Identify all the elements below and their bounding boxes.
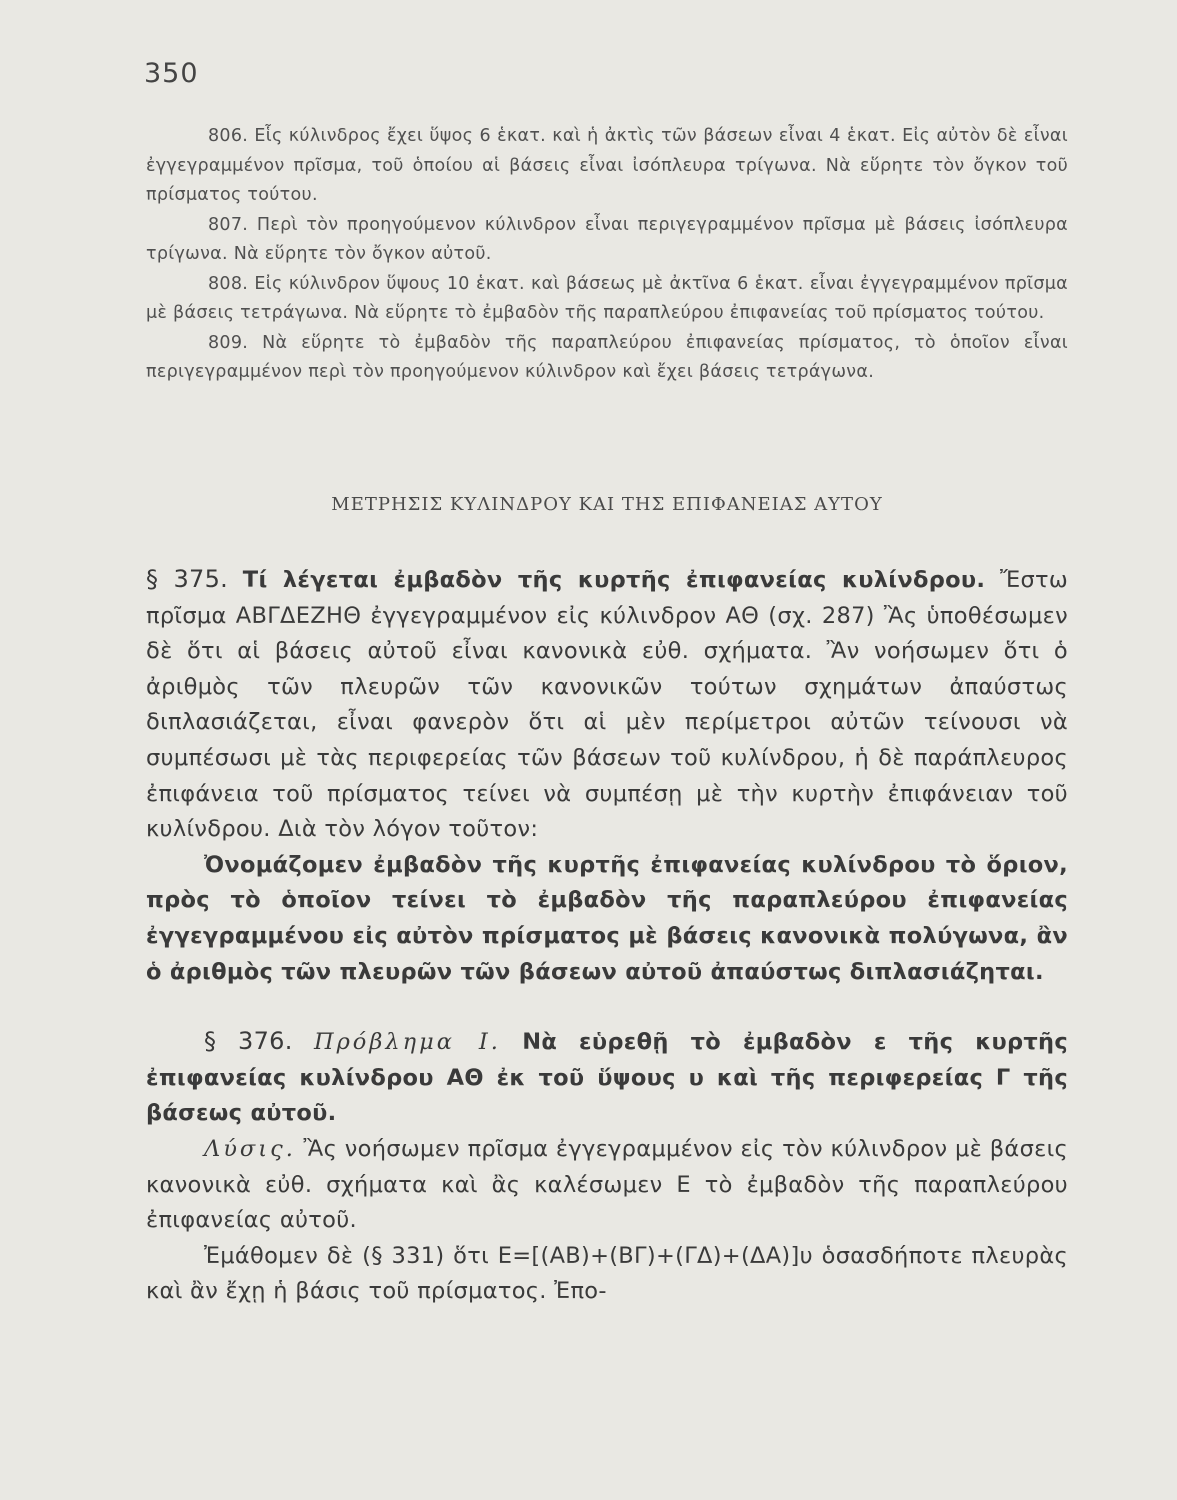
paragraph-376 <box>146 1024 1068 1132</box>
solution-label: Λύσις. <box>204 1135 296 1162</box>
section-376-mark: § 376. <box>204 1027 293 1056</box>
exercise-809: 809. Νὰ εὕρητε τὸ ἐμβαδὸν τῆς παραπλεύρου ἐπιφανείας πρίσματος, τὸ ὁποῖον εἶναι περιγεγραμμένον περὶ τὸν προηγούμενον κύλινδρον καὶ ἔχει βάσεις τετράγωνα. <box>146 332 1068 382</box>
exercise-806: 806. Εἷς κύλινδρος ἔχει ὕψος 6 ἑκατ. καὶ ἡ ἀκτὶς τῶν βάσεων εἶναι 4 ἑκατ. Εἰς αὐτὸν δὲ εἶναι ἐγγεγραμμένον πρῖσμα, τοῦ ὁποίου αἱ βάσεις εἶναι ἰσόπλευρα τρίγωνα. Νὰ εὕρητε τὸν ὄγκον τοῦ πρίσματος τούτου. <box>146 126 1068 205</box>
exercise-list <box>146 122 1068 388</box>
section-heading: ΜΕΤΡΗΣΙΣ ΚΥΛΙΝΔΡΟΥ ΚΑΙ ΤΗΣ ΕΠΙΦΑΝΕΙΑΣ ΑΥΤΟΥ <box>331 494 883 515</box>
problem-statement: Νὰ εὑρεθῇ τὸ ἐμβαδὸν ε τῆς κυρτῆς ἐπιφανείας κυλίνδρου ΑΘ ἐκ τοῦ ὕψους υ καὶ τῆς περιφερείας Γ τῆς βάσεως αὐτοῦ. <box>146 1029 1068 1127</box>
exercise-807: 807. Περὶ τὸν προηγούμενον κύλινδρον εἶναι περιγεγραμμένον πρῖσμα μὲ βάσεις ἰσόπλευρα τρίγωνα. Νὰ εὕρητε τὸν ὄγκον αὐτοῦ. <box>146 214 1068 264</box>
solution-paragraph <box>146 1132 1068 1239</box>
exercise-808: 808. Εἰς κύλινδρον ὕψους 10 ἑκατ. καὶ βάσεως μὲ ἀκτῖνα 6 ἑκατ. εἶναι ἐγγεγραμμένον πρῖσμα μὲ βάσεις τετράγωνα. Νὰ εὕρητε τὸ ἐμβαδὸν τῆς παραπλεύρου ἐπιφανείας τοῦ πρίσματος τούτου. <box>146 273 1068 323</box>
section-375-text: Ἔστω πρῖσμα ΑΒΓΔΕΖΗΘ ἐγγεγραμμένον εἰς κύλινδρον ΑΘ (σχ. 287) Ἂς ὑποθέσωμεν δὲ ὅτι αἱ βάσεις αὐτοῦ εἶναι κανονικὰ εὐθ. σχήματα. Ἂν νοήσωμεν ὅτι ὁ ἀριθμὸς τῶν πλευρῶν τῶν κανονικῶν τούτων σχημάτων ἀπαύστως διπλασιάζεται, εἶναι φανερὸν ὅτι αἱ μὲν περίμετροι αὐτῶν τείνουσι νὰ συμπέσωσι μὲ τὰς περιφερείας τῶν βάσεων τοῦ κυλίνδρου, ἡ δὲ παράπλευρος ἐπιφάνεια τοῦ πρίσματος τείνει νὰ συμπέσῃ μὲ τὴν κυρτὴν ἐπιφάνειαν τοῦ κυλίνδρου. Διὰ τὸν λόγον τοῦτον: <box>146 567 1069 843</box>
formula-paragraph: Ἐμάθομεν δὲ (§ 331) ὅτι Ε=[(ΑΒ)+(ΒΓ)+(ΓΔ)+(ΔΑ)]υ ὁσασδήποτε πλευρὰς καὶ ἂν ἔχῃ ἡ βάσις τοῦ πρίσματος. Ἐπο- <box>146 1242 1068 1305</box>
paragraph-375 <box>146 562 1068 848</box>
section-375-mark: § 375. <box>146 565 229 593</box>
problem-label: Πρόβλημα Ι. <box>313 1029 501 1056</box>
section-375-title: Τί λέγεται ἐμβαδὸν τῆς κυρτῆς ἐπιφανείας κυλίνδρου. <box>242 567 986 593</box>
definition-paragraph: Ὀνομάζομεν ἐμβαδὸν τῆς κυρτῆς ἐπιφανείας κυλίνδρου τὸ ὅριον, πρὸς τὸ ὁποῖον τείνει τὸ ἐμβαδὸν τῆς παραπλεύρου ἐπιφανείας ἐγγεγραμμένου εἰς αὐτὸν πρίσματος μὲ βάσεις κανονικὰ πολύγωνα, ἂν ὁ ἀριθμὸς τῶν πλευρῶν τῶν βάσεων αὐτοῦ ἀπαύστως διπλασιάζηται. <box>146 851 1068 985</box>
spacer <box>146 990 1068 1024</box>
page-number: 350 <box>144 58 199 89</box>
solution-text: Ἂς νοήσωμεν πρῖσμα ἐγγεγραμμένον εἰς τὸν κύλινδρον μὲ βάσεις κανονικὰ εὐθ. σχήματα καὶ ἂς καλέσωμεν Ε τὸ ἐμβαδὸν τῆς παραπλεύρου ἐπιφανείας αὐτοῦ. <box>146 1135 1069 1234</box>
main-text <box>146 562 1068 1310</box>
